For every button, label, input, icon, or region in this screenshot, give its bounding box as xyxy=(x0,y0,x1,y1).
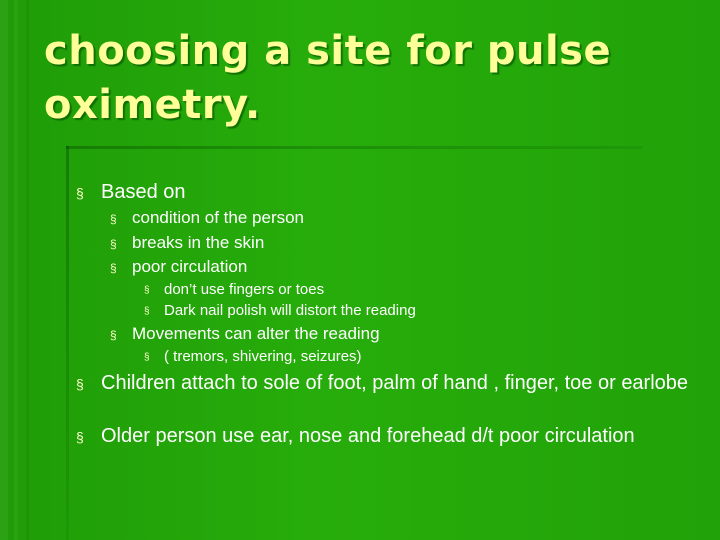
decorative-streak xyxy=(0,0,8,540)
bullet-text: Dark nail polish will distort the reading xyxy=(164,302,416,319)
decorative-streak xyxy=(26,0,29,540)
content-top-border xyxy=(66,146,642,149)
bullet-item xyxy=(144,281,324,299)
bullet-text: Older person use ear, nose and forehead d/t poor circulation xyxy=(101,425,635,447)
bullet-text: Based on xyxy=(101,181,186,203)
bullet-text: poor circulation xyxy=(132,257,248,276)
bullet-marker: § xyxy=(110,261,117,275)
bullet-item xyxy=(110,233,264,253)
content-left-border xyxy=(66,146,69,540)
bullet-marker: § xyxy=(144,306,150,317)
bullet-text: breaks in the skin xyxy=(132,233,265,252)
bullet-marker: § xyxy=(76,376,84,392)
bullet-text: condition of the person xyxy=(132,208,305,227)
bullet-text: Children attach to sole of foot, palm of hand , finger, toe or earlobe xyxy=(101,372,689,394)
bullet-marker: § xyxy=(144,352,150,363)
bullet-item xyxy=(76,372,691,395)
bullet-item xyxy=(110,257,247,277)
bullet-text: Movements can alter the reading xyxy=(132,324,380,343)
bullet-marker: § xyxy=(76,185,84,201)
bullet-marker: § xyxy=(110,237,117,251)
bullet-item xyxy=(110,324,380,344)
bullet-marker: § xyxy=(110,212,117,226)
slide-title: choosing a site for pulse oximetry. xyxy=(44,28,612,128)
bullet-item xyxy=(144,302,416,320)
bullet-item xyxy=(144,348,362,366)
bullet-marker: § xyxy=(144,285,150,296)
bullet-item xyxy=(76,181,691,204)
bullet-item xyxy=(76,425,691,448)
bullet-text: don’t use fingers or toes xyxy=(164,281,325,298)
bullet-marker: § xyxy=(76,429,84,445)
bullet-item xyxy=(110,208,304,228)
bullet-text: ( tremors, shivering, seizures) xyxy=(164,348,362,365)
bullet-marker: § xyxy=(110,328,117,342)
decorative-streak xyxy=(14,0,18,540)
